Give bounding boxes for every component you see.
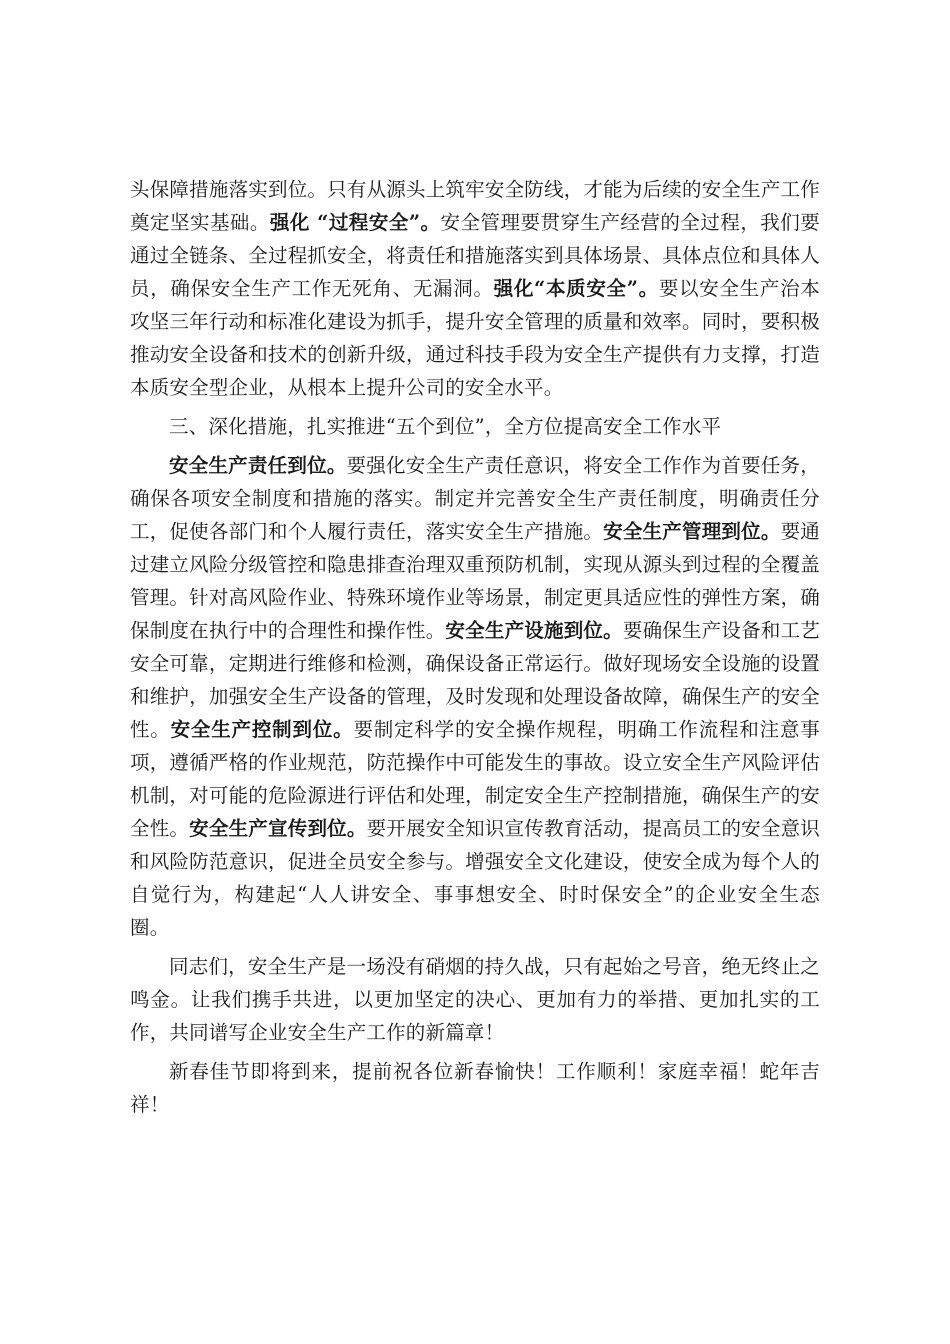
document-body [130, 173, 820, 1121]
text-run: 要制定科学的安全操作规程，明确工作流程和注意事项，遵循严格的作业规范，防范操作中可能发生的事故。设立安全生产风险评估机制，对可能的危险源进行评估和处理，制定安全生产控制措施，确保生产的安全性。 [130, 718, 820, 840]
section-heading-three [130, 410, 820, 443]
text-run: 同志们，安全生产是一场没有硝烟的持久战，只有起始之号音，绝无终止之鸣金。让我们携手共进，以更加坚定的决心、更加有力的举措、更加扎实的工作，共同谱写企业安全生产工作的新篇章！ [130, 955, 820, 1044]
bold-heading-process-safety: 强化 “过程安全”。 [269, 211, 441, 234]
text-run: 要以安全生产治本攻坚三年行动和标准化建设为抓手，提升安全管理的质量和效率。同时，要积极推动安全设备和技术的创新升级，通过科技手段为安全生产提供有力支撑，打造本质安全型企业，从根本上提升公司的安全水平。 [130, 277, 820, 399]
bold-heading-intrinsic-safety: 强化“本质安全”。 [493, 277, 659, 300]
text-run: 安全管理要贯穿生产经营的全过程，我们要通过全链条、全过程抓安全，将责任和措施落实到具体场景、具体点位和具体人员，确保安全生产工作无死角、无漏洞。 [130, 211, 820, 300]
paragraph-closing-call [130, 950, 820, 1049]
section-heading-text: 三、深化措施，扎实推进“五个到位”，全方位提高安全工作水平 [169, 415, 722, 438]
paragraph-holiday-wishes [130, 1055, 820, 1121]
text-run: 要通过建立风险分级管控和隐患排查治理双重预防机制，实现从源头到过程的全覆盖管理。针对高风险作业、特殊环境作业等场景，制定更具适应性的弹性方案，确保制度在执行中的合理性和操作性。 [130, 520, 820, 642]
paragraph-safety-measures [130, 173, 820, 404]
paragraph-five-in-place [130, 449, 820, 944]
bold-heading-responsibility: 安全生产责任到位。 [169, 454, 347, 477]
text-run: 头保障措施落实到位。只有从源头上筑牢安全防线，才能为后续的安全生产工作奠定坚实基础。 [130, 178, 820, 234]
text-run: 要强化安全生产责任意识，将安全工作作为首要任务，确保各项安全制度和措施的落实。制定并完善安全生产责任制度，明确责任分工，促使各部门和个人履行责任，落实安全生产措施。 [130, 454, 820, 543]
bold-heading-facilities: 安全生产设施到位。 [445, 619, 623, 642]
text-run: 要开展安全知识宣传教育活动，提高员工的安全意识和风险防范意识，促进全员安全参与。增强安全文化建设，使安全成为每个人的自觉行为，构建起“人人讲安全、事事想安全、时时保安全”的企业安全生态圈。 [130, 817, 820, 939]
text-run: 新春佳节即将到来，提前祝各位新春愉快！工作顺利！家庭幸福！蛇年吉祥！ [130, 1060, 820, 1116]
bold-heading-management: 安全生产管理到位。 [603, 520, 781, 543]
bold-heading-publicity: 安全生产宣传到位。 [189, 817, 367, 840]
bold-heading-control: 安全生产控制到位。 [170, 718, 354, 741]
text-run: 要确保生产设备和工艺安全可靠，定期进行维修和检测，确保设备正常运行。做好现场安全设施的设置和维护，加强安全生产设备的管理，及时发现和处理设备故障，确保生产的安全性。 [130, 619, 820, 741]
